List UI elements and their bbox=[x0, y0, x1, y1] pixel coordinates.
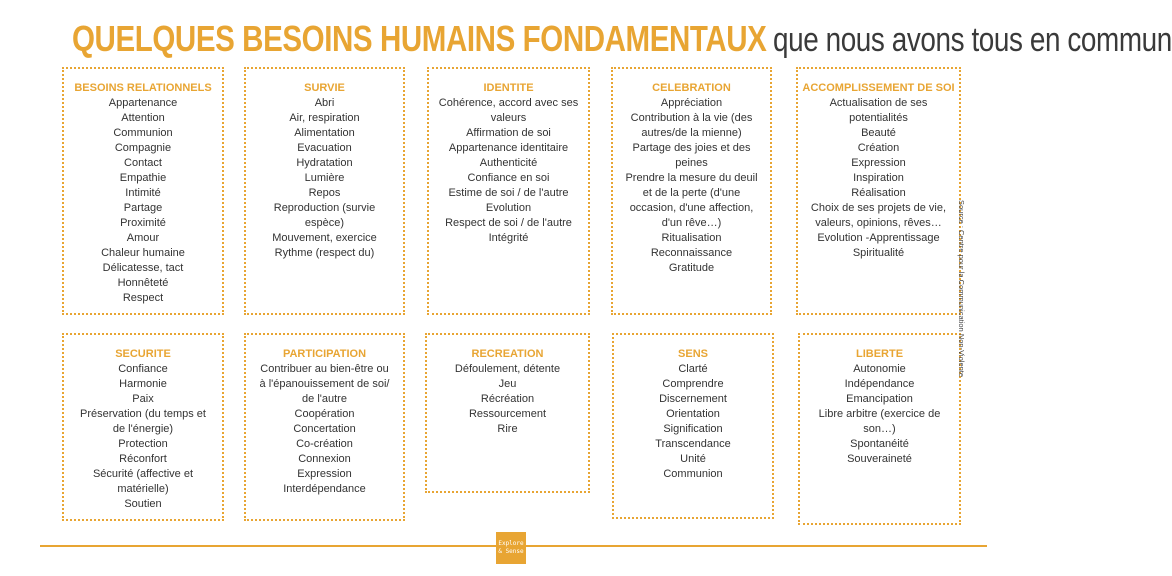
list-item: Attention bbox=[121, 112, 165, 124]
list-item: Intimité bbox=[125, 187, 161, 199]
list-item: Confiance en soi bbox=[467, 172, 550, 184]
list-item: Délicatesse, tact bbox=[102, 262, 184, 274]
list-item: Orientation bbox=[666, 408, 720, 420]
list-item: Estime de soi / de l'autre bbox=[448, 187, 569, 199]
list-item: Actualisation de ses bbox=[829, 97, 928, 109]
list-item: Respect bbox=[122, 292, 164, 304]
list-item: Clarté bbox=[678, 363, 708, 375]
list-item: Co-création bbox=[296, 438, 353, 450]
box-title: CELEBRATION bbox=[652, 82, 731, 94]
box-item-list bbox=[802, 362, 957, 467]
list-item: Beauté bbox=[861, 127, 896, 139]
list-item: Communion bbox=[663, 468, 723, 480]
source-note: Source : Centre pour la Communication Non-Violente bbox=[957, 200, 966, 378]
list-item: Prendre la mesure du deuil bbox=[625, 172, 758, 184]
list-item: Réalisation bbox=[851, 187, 906, 199]
list-item: Harmonie bbox=[119, 378, 167, 390]
box-title: SECURITE bbox=[115, 348, 171, 360]
list-item: matérielle) bbox=[117, 483, 169, 495]
logo-line-2: & Sense bbox=[498, 548, 524, 555]
list-item: Chaleur humaine bbox=[101, 247, 185, 259]
list-item: Discernement bbox=[659, 393, 727, 405]
list-item: Choix de ses projets de vie, bbox=[810, 202, 947, 214]
list-item: Connexion bbox=[298, 453, 351, 465]
list-item: Amour bbox=[126, 232, 160, 244]
list-item: valeurs, opinions, rêves… bbox=[815, 217, 942, 229]
list-item: Communion bbox=[113, 127, 173, 139]
list-item: Réconfort bbox=[119, 453, 167, 465]
list-item: Expression bbox=[851, 157, 906, 169]
list-item: Proximité bbox=[120, 217, 166, 229]
list-item: Récréation bbox=[480, 393, 535, 405]
list-item: Repos bbox=[308, 187, 341, 199]
list-item: Paix bbox=[132, 393, 154, 405]
box-title: RECREATION bbox=[471, 348, 544, 360]
list-item: Reproduction (survie bbox=[273, 202, 376, 214]
list-item: Jeu bbox=[498, 378, 517, 390]
box-item-list bbox=[66, 362, 220, 512]
list-item: Sécurité (affective et bbox=[92, 468, 194, 480]
list-item: Expression bbox=[297, 468, 352, 480]
list-item: Transcendance bbox=[655, 438, 731, 450]
box-item-list bbox=[429, 362, 586, 437]
list-item: Air, respiration bbox=[289, 112, 360, 124]
list-item: peines bbox=[675, 157, 708, 169]
list-item: Appartenance bbox=[108, 97, 178, 109]
list-item: Contact bbox=[124, 157, 162, 169]
list-item: Signification bbox=[663, 423, 723, 435]
list-item: Intégrité bbox=[488, 232, 529, 244]
list-item: Spiritualité bbox=[852, 247, 905, 259]
list-item: et de la perte (d'une bbox=[642, 187, 741, 199]
list-item: Ressourcement bbox=[468, 408, 547, 420]
list-item: Compagnie bbox=[114, 142, 172, 154]
list-item: Emancipation bbox=[846, 393, 913, 405]
list-item: Respect de soi / de l'autre bbox=[445, 217, 572, 229]
list-item: Rire bbox=[497, 423, 518, 435]
page-title bbox=[72, 18, 1172, 60]
list-item: Mouvement, exercice bbox=[272, 232, 377, 244]
needs-box-participation bbox=[244, 333, 405, 521]
list-item: valeurs bbox=[490, 112, 527, 124]
box-item-list bbox=[800, 96, 957, 261]
list-item: Alimentation bbox=[294, 127, 355, 139]
title-main: QUELQUES BESOINS HUMAINS FONDAMENTAUX bbox=[72, 18, 767, 59]
box-title: ACCOMPLISSEMENT DE SOI bbox=[802, 82, 955, 94]
list-item: Partage bbox=[123, 202, 163, 214]
list-item: Autonomie bbox=[853, 363, 906, 375]
list-item: Lumière bbox=[304, 172, 345, 184]
list-item: Rythme (respect du) bbox=[274, 247, 375, 259]
list-item: à l'épanouissement de soi/ bbox=[259, 378, 390, 390]
list-item: Concertation bbox=[293, 423, 356, 435]
list-item: potentialités bbox=[849, 112, 908, 124]
box-title: IDENTITE bbox=[483, 82, 534, 94]
list-item: Création bbox=[857, 142, 900, 154]
box-title: SENS bbox=[678, 348, 708, 360]
box-item-list bbox=[615, 96, 768, 276]
list-item: Abri bbox=[314, 97, 335, 109]
needs-box-liberte bbox=[798, 333, 961, 525]
list-item: Gratitude bbox=[668, 262, 715, 274]
list-item: Protection bbox=[118, 438, 168, 450]
list-item: d'un rêve…) bbox=[661, 217, 722, 229]
box-title: SURVIE bbox=[304, 82, 345, 94]
box-title: BESOINS RELATIONNELS bbox=[74, 82, 212, 94]
list-item: Partage des joies et des bbox=[632, 142, 751, 154]
needs-box-relationnels bbox=[62, 67, 224, 315]
list-item: Confiance bbox=[118, 363, 168, 375]
box-item-list bbox=[66, 96, 220, 306]
list-item: Reconnaissance bbox=[650, 247, 733, 259]
list-item: Cohérence, accord avec ses bbox=[438, 97, 579, 109]
box-item-list bbox=[616, 362, 770, 482]
list-item: Comprendre bbox=[662, 378, 724, 390]
needs-box-survie bbox=[244, 67, 405, 315]
list-item: Préservation (du temps et bbox=[80, 408, 206, 420]
list-item: Affirmation de soi bbox=[466, 127, 551, 139]
needs-box-accomplissement bbox=[796, 67, 961, 315]
list-item: son…) bbox=[863, 423, 896, 435]
title-sub: que nous avons tous en commun bbox=[772, 21, 1172, 59]
logo-line-1: Explore bbox=[498, 540, 524, 547]
needs-box-identite bbox=[427, 67, 590, 315]
needs-box-sens bbox=[612, 333, 774, 519]
box-title: LIBERTE bbox=[855, 348, 904, 360]
list-item: de l'autre bbox=[302, 393, 347, 405]
list-item: Défoulement, détente bbox=[454, 363, 561, 375]
list-item: Authenticité bbox=[479, 157, 538, 169]
list-item: Soutien bbox=[124, 498, 162, 510]
box-item-list bbox=[248, 96, 401, 261]
list-item: Appartenance identitaire bbox=[448, 142, 569, 154]
list-item: Interdépendance bbox=[283, 483, 366, 495]
list-item: Spontanéité bbox=[850, 438, 909, 450]
list-item: Evacuation bbox=[297, 142, 352, 154]
needs-box-celebration bbox=[611, 67, 772, 315]
list-item: Hydratation bbox=[296, 157, 353, 169]
needs-box-recreation bbox=[425, 333, 590, 493]
list-item: Evolution -Apprentissage bbox=[817, 232, 940, 244]
brand-logo bbox=[496, 532, 526, 564]
list-item: Ritualisation bbox=[661, 232, 722, 244]
list-item: Unité bbox=[680, 453, 706, 465]
list-item: Coopération bbox=[294, 408, 355, 420]
list-item: Empathie bbox=[119, 172, 167, 184]
list-item: Contribution à la vie (des bbox=[630, 112, 753, 124]
box-item-list bbox=[248, 362, 401, 497]
list-item: espèce) bbox=[304, 217, 345, 229]
list-item: Inspiration bbox=[853, 172, 904, 184]
list-item: de l'énergie) bbox=[112, 423, 174, 435]
list-item: Evolution bbox=[485, 202, 532, 214]
box-title: PARTICIPATION bbox=[282, 348, 367, 360]
list-item: Appréciation bbox=[660, 97, 723, 109]
list-item: Souveraineté bbox=[847, 453, 912, 465]
list-item: autres/de la mienne) bbox=[641, 127, 742, 139]
needs-box-securite bbox=[62, 333, 224, 521]
box-item-list bbox=[431, 96, 586, 246]
list-item: Libre arbitre (exercice de bbox=[818, 408, 941, 420]
list-item: Indépendance bbox=[844, 378, 915, 390]
list-item: Honnêteté bbox=[117, 277, 169, 289]
list-item: occasion, d'une affection, bbox=[629, 202, 754, 214]
list-item: Contribuer au bien-être ou bbox=[260, 363, 389, 375]
